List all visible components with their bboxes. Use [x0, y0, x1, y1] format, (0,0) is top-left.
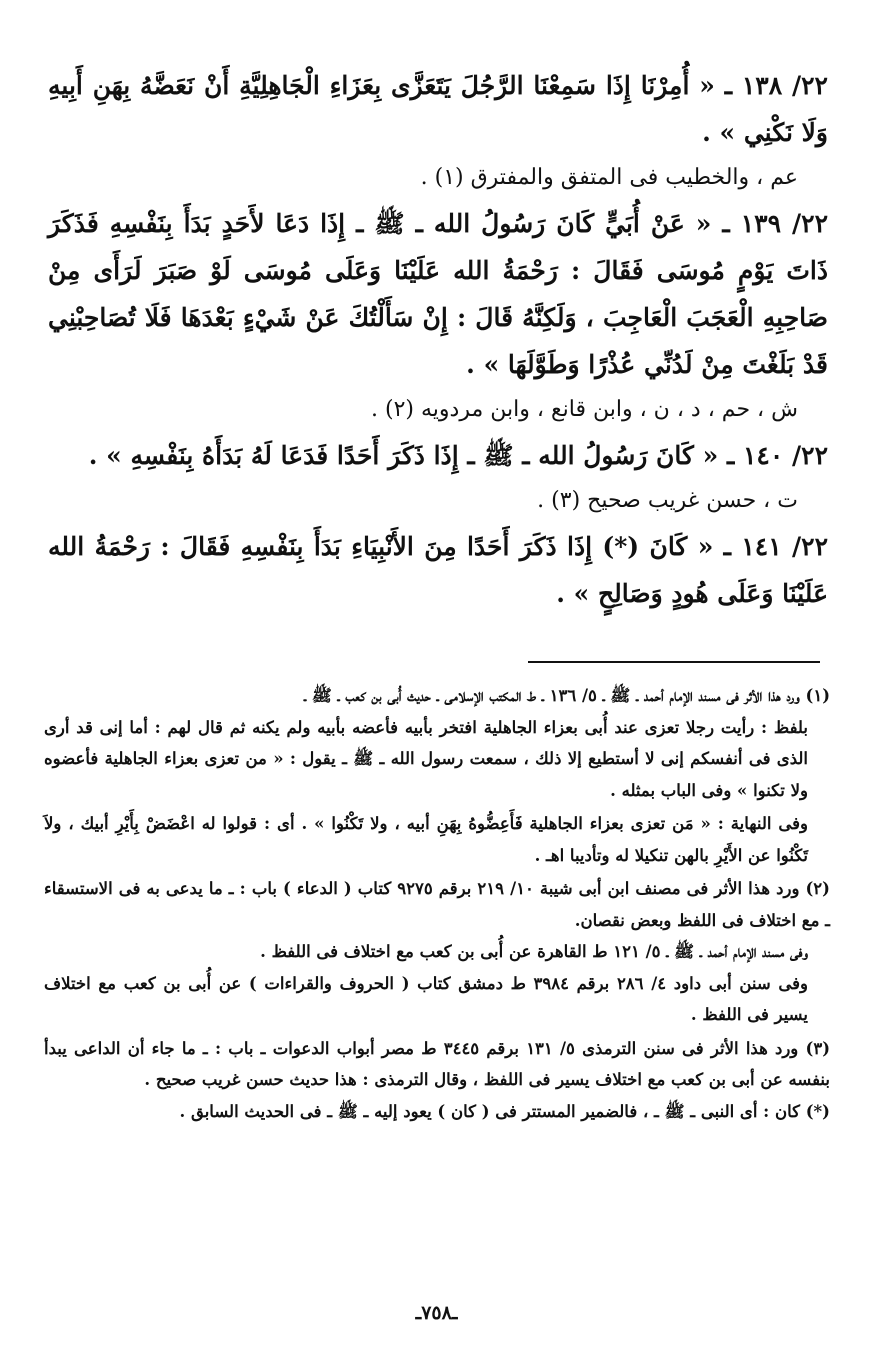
source-139: ش ، حم ، د ، ن ، وابن قانع ، وابن مردويه (٢) . — [371, 397, 798, 422]
footnote-star: (*) كان : أى النبى ـ ﷺ ـ ، فالضمير المستتر فى ( كان ) يعود إليه ـ ﷺ ـ فى الحديث السابق . — [179, 1101, 830, 1121]
hadith-140: ٢٢/ ١٤٠ ـ « كَانَ رَسُولُ الله ـ ﷺ ـ إِذَا ذَكَرَ أَحَدًا فَدَعَا لَهُ بَدَأَهُ بِنَفْسِهِ » . — [88, 441, 828, 470]
footnote-1: (١) ورد هذا الأثر فى مسند الإمام أحمد ـ ﷺ ـ ٥/ ١٣٦ ـ ط المكتب الإسلامى ـ حديث أُبى بن كعب ـ ﷺ ـ — [304, 686, 830, 705]
hadith-138: ٢٢/ ١٣٨ ـ « أُمِرْنَا إِذَا سَمِعْنَا الرَّجُلَ يَتَعَزَّى بِعَزَاءِ الْجَاهِلِيَّةِ أَنْ نَعَضَّهُ بِهَنِ أَبِيهِ وَلَا نَكْنِي » . — [48, 71, 828, 147]
footnote-1-text: بلفظ : رأيت رجلا تعزى عند أُبى بعزاء الجاهلية افتخر بأبيه فأعضه بأبيه ولم يكنه ثم قال لهم : أما إنى قد أرى الذى فى أنفسكم إنى لا أستطيع إلا ذلك ، سمعت رسول الله ـ ﷺ ـ يقول : « من تعزى بعزاء الجاهلية فأعضوه ولا تكنوا » وفى الباب بمثله . — [44, 717, 808, 800]
page-number: ـ٧٥٨ـ — [415, 1302, 458, 1324]
footnote-2: (٢) ورد هذا الأثر فى مصنف ابن أبى شيبة ١٠/ ٢١٩ برقم ٩٢٧٥ كتاب ( الدعاء ) باب : ـ ما يدعى به فى الاستسقاء ـ مع اختلاف فى اللفظ وبعض نقصان. — [44, 879, 830, 930]
footnote-1-nihaya: وفى النهاية : « مَن تعزى بعزاء الجاهلية فَأَعِضُّوهُ بِهَنِ أبيه ، ولا تَكْنُوا » . أى : قولوا له اعْضَضْ بِأَيْرِ أبيك ، ولاَ تَكْنُوا عن الأَيْرِ بالهن تنكيلا له وتأديبا اهـ . — [44, 814, 808, 865]
footnote-3: (٣) ورد هذا الأثر فى سنن الترمذى ٥/ ١٣١ برقم ٣٤٤٥ ط مصر أبواب الدعوات ـ باب : ـ ما جاء أن الداعى يبدأ بنفسه عن أبى بن كعب مع اختلاف يسير فى اللفظ ، وقال الترمذى : هذا حديث حسن غريب صحيح . — [44, 1038, 830, 1089]
footnote-2-abudawud: وفى سنن أبى داود ٤/ ٢٨٦ برقم ٣٩٨٤ ط دمشق كتاب ( الحروف والقراءات ) عن أُبى بن كعب مع اختلاف يسير فى اللفظ . — [44, 973, 808, 1024]
hadith-139: ٢٢/ ١٣٩ ـ « عَنْ أُبَيٍّ كَانَ رَسُولُ الله ـ ﷺ ـ إِذَا دَعَا لأَحَدٍ بَدَأَ بِنَفْسِهِ فَذَكَرَ ذَاتَ يَوْمٍ مُوسَى فَقَالَ : رَحْمَةُ الله عَلَيْنَا وَعَلَى مُوسَى لَوْ صَبَرَ لَرَأَى مِنْ صَاحِبِهِ الْعَجَبَ الْعَاجِبَ ، وَلَكِنَّهُ قَالَ : إِنْ سَأَلْتُكَ عَنْ شَيْءٍ بَعْدَهَا فَلَا تُصَاحِبْنِي قَدْ بَلَغْتَ مِنْ لَدُنِّي عُذْرًا وَطَوَّلَهَا » . — [48, 209, 828, 379]
main-text — [48, 62, 828, 617]
source-140: ت ، حسن غريب صحيح (٣) . — [537, 488, 798, 513]
hadith-141: ٢٢/ ١٤١ ـ « كَانَ (*) إِذَا ذَكَرَ أَحَدًا مِنَ الأَنْبِيَاءِ بَدَأَ بِنَفْسِهِ فَقَالَ : رَحْمَةُ الله عَلَيْنَا وَعَلَى هُودٍ وَصَالِحٍ » . — [48, 532, 829, 608]
footnote-2-ahmad: وفى مسند الإمام أحمد ـ ﷺ ـ ٥/ ١٢١ ط القاهرة عن أُبى بن كعب مع اختلاف فى اللفظ . — [260, 942, 808, 961]
source-138: عم ، والخطيب فى المتفق والمفترق (١) . — [420, 165, 798, 190]
footnote-divider — [528, 661, 820, 663]
footnotes — [44, 680, 830, 1127]
